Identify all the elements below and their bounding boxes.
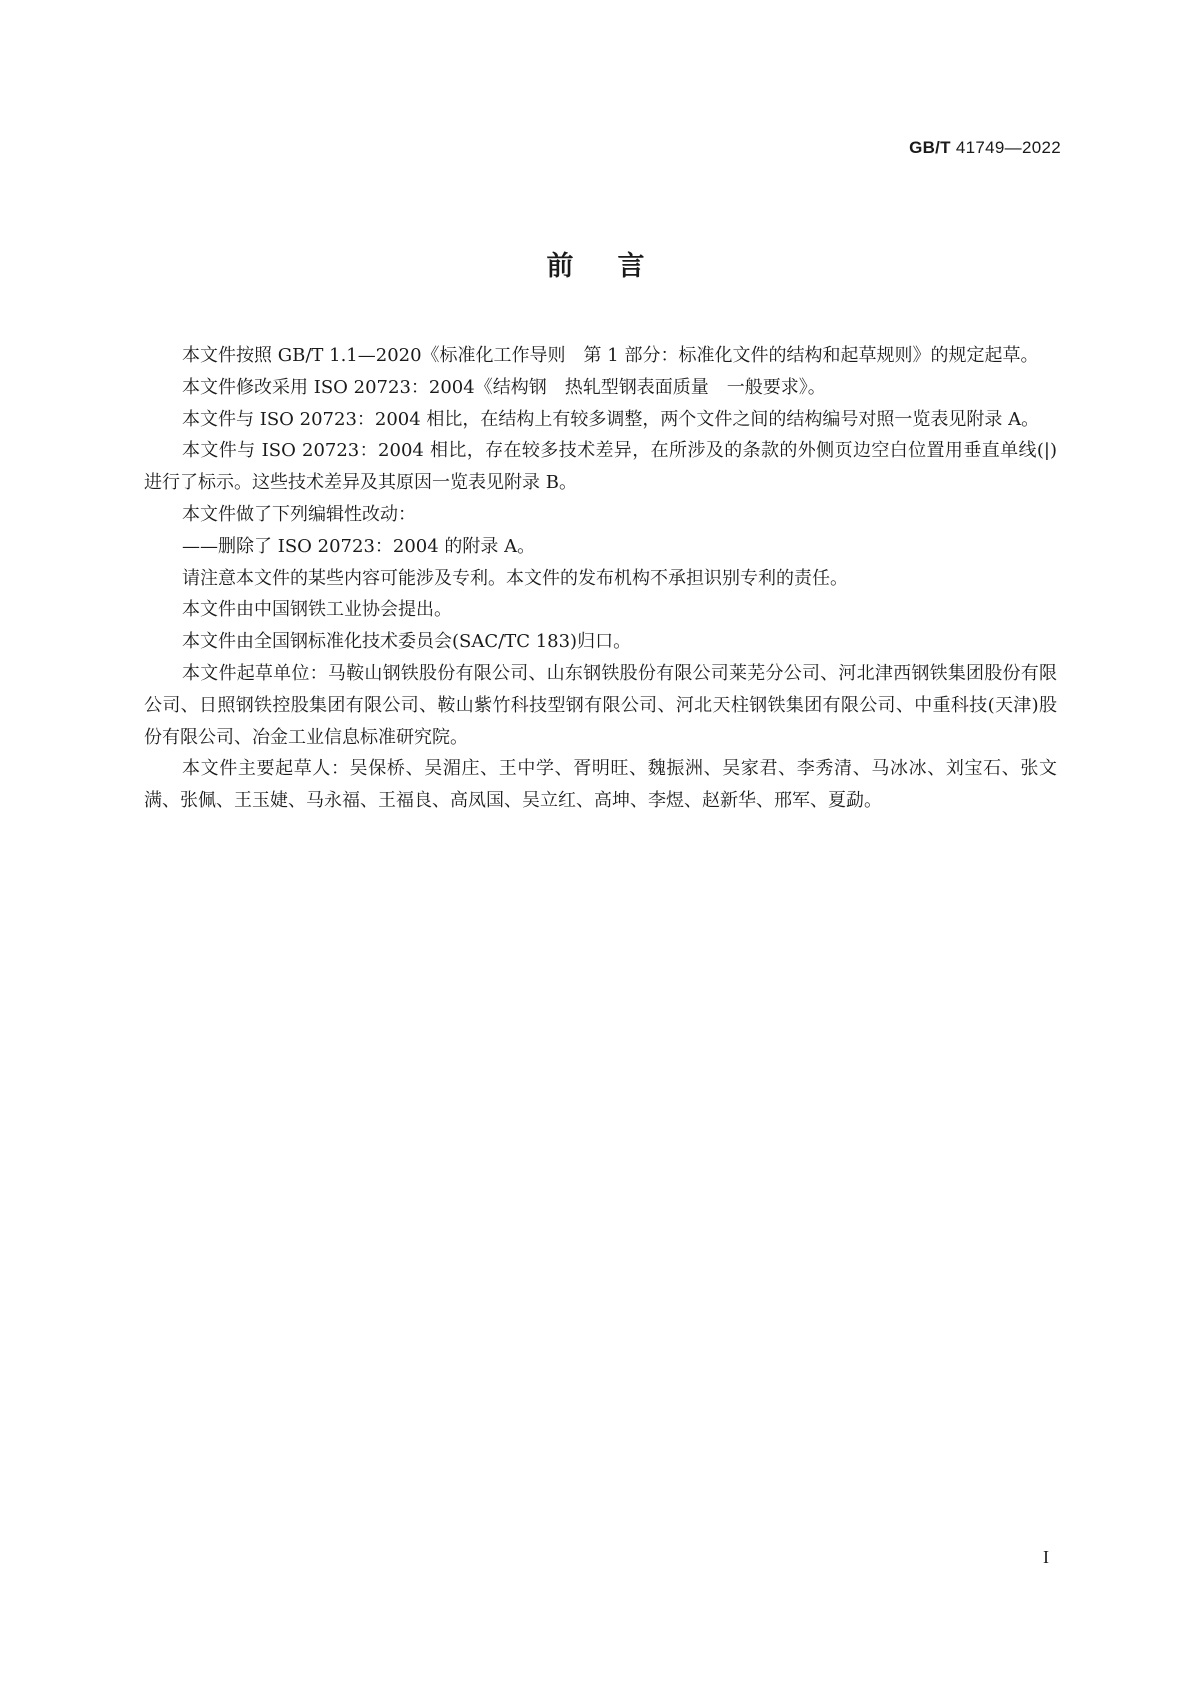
paragraph-patent-notice: 请注意本文件的某些内容可能涉及专利。本文件的发布机构不承担识别专利的责任。 xyxy=(182,567,848,589)
page-title: 前言 xyxy=(546,251,689,282)
standard-number-header xyxy=(909,138,1061,158)
paragraph-drafters: 本文件主要起草人：吴保桥、吴湄庄、王中学、胥明旺、魏振洲、吴家君、李秀清、马冰冰、刘宝石、张文满、张佩、王玉婕、马永福、王福良、高凤国、吴立红、高坤、李煜、赵新华、邢军、夏勐。 xyxy=(144,758,1057,812)
page-number: I xyxy=(1043,1547,1049,1567)
paragraph-editorial-changes: 本文件做了下列编辑性改动： xyxy=(182,503,416,525)
foreword-body xyxy=(144,340,1057,817)
list-item-deleted-annex: ——删除了 ISO 20723：2004 的附录 A。 xyxy=(182,535,536,557)
paragraph-technical-differences: 本文件与 ISO 20723：2004 相比，存在较多技术差异，在所涉及的条款的外侧页边空白位置用垂直单线(|)进行了标示。这些技术差异及其原因一览表见附录 B。 xyxy=(144,440,1057,494)
paragraph-drafting-rules: 本文件按照 GB/T 1.1—2020《标准化工作导则 第 1 部分：标准化文件的结构和起草规则》的规定起草。 xyxy=(182,345,1039,366)
paragraph-iso-adoption: 本文件修改采用 ISO 20723：2004《结构钢 热轧型钢表面质量 一般要求》。 xyxy=(182,376,826,398)
paragraph-drafting-units: 本文件起草单位：马鞍山钢铁股份有限公司、山东钢铁股份有限公司莱芜分公司、河北津西钢铁集团股份有限公司、日照钢铁控股集团有限公司、鞍山紫竹科技型钢有限公司、河北天柱钢铁集团有限公司、中重科技(天津)股份有限公司、冶金工业信息标准研究院。 xyxy=(144,662,1057,748)
standard-prefix: GB/T xyxy=(909,138,951,157)
paragraph-proposer: 本文件由中国钢铁工业协会提出。 xyxy=(182,599,452,621)
paragraph-technical-committee: 本文件由全国钢标准化技术委员会(SAC/TC 183)归口。 xyxy=(182,631,632,653)
paragraph-structure-changes: 本文件与 ISO 20723：2004 相比，在结构上有较多调整，两个文件之间的结构编号对照一览表见附录 A。 xyxy=(182,408,1040,430)
standard-number: 41749—2022 xyxy=(955,138,1061,157)
